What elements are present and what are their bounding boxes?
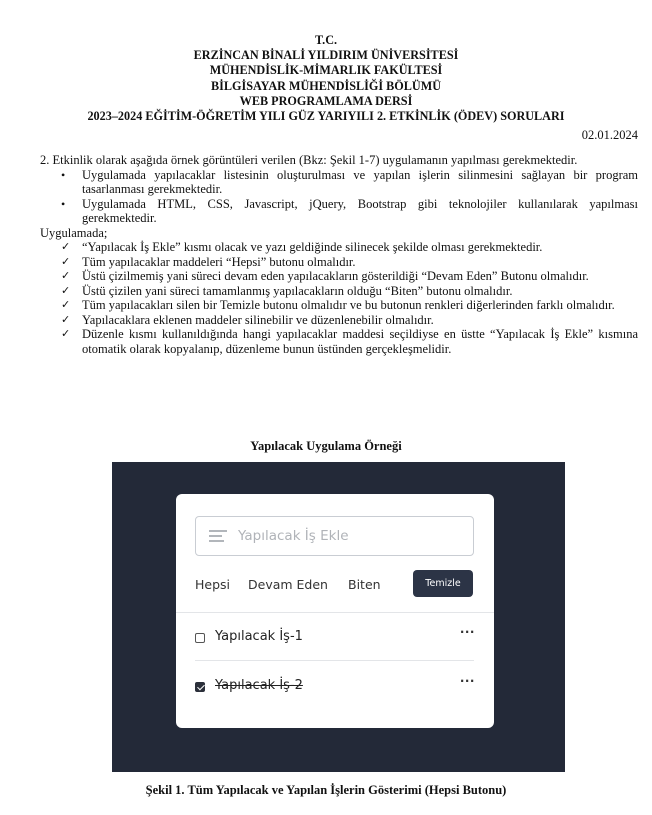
document-header (0, 33, 652, 124)
check-icon: ✓ (61, 298, 71, 311)
task-item (195, 674, 475, 698)
app-screenshot (112, 462, 565, 772)
clear-all-button[interactable]: Temizle (413, 570, 473, 597)
check-icon: ✓ (61, 254, 71, 268)
document-date: 02.01.2024 (581, 128, 638, 142)
subheading: Uygulamada; (40, 225, 108, 240)
filter-pending-button[interactable]: Devam Eden (248, 577, 328, 592)
bullet-item: • Uygulamada HTML, CSS, Javascript, jQuery, Bootstrap gibi teknolojiler kullanılarak yapılması gerekmektedir. (61, 197, 638, 226)
filter-all-button[interactable]: Hepsi (195, 577, 231, 592)
checklist-item (61, 327, 638, 356)
section-divider (176, 612, 494, 613)
checklist-item (61, 313, 638, 328)
checklist (61, 240, 638, 356)
filter-completed-button[interactable]: Biten (348, 577, 381, 592)
header-line-faculty: MÜHENDİSLİK-MİMARLIK FAKÜLTESİ (209, 63, 443, 78)
checklist-text: Düzenle kısmı kullanıldığında hangi yapılacaklar maddesi seçildiyse en üstte “Yapılacak İş Ekle” kısmına otomatik olarak kopyalanıp, düzenleme bunun üstünden gerçekleşmelidir. (82, 327, 638, 356)
checklist-text: Üstü çizilmemiş yani süreci devam eden yapılacakların gösterildiği “Devam Eden” Butonu olmalıdır. (82, 269, 589, 283)
task-label: Yapılacak İş-1 (215, 629, 303, 644)
check-icon: ✓ (61, 327, 71, 340)
checklist-item (61, 269, 638, 284)
header-line-course: WEB PROGRAMLAMA DERSİ (239, 93, 413, 108)
checklist-item (61, 284, 638, 299)
document-body (40, 153, 638, 356)
checklist-text: Tüm yapılacaklar maddeleri “Hepsi” butonu olmalıdır. (82, 254, 356, 269)
checklist-text: “Yapılacak İş Ekle” kısmı olacak ve yazı geldiğinde silinecek şekilde olması gerekmektedir. (82, 240, 543, 254)
header-line-tc: T.C. (314, 33, 338, 47)
checklist-item (61, 255, 638, 270)
check-icon: ✓ (61, 283, 71, 297)
check-icon: ✓ (61, 269, 71, 282)
task-divider (195, 660, 474, 661)
checklist-text: Yapılacaklara eklenen maddeler silinebilir ve düzenlenebilir olmalıdır. (82, 312, 434, 327)
task-checkbox-checked[interactable] (195, 682, 205, 692)
bullet-item: • Uygulamada yapılacaklar listesinin oluşturulması ve yapılan işlerin silinmesini sağlayan bir program tasarlanması gerekmektedir. (61, 168, 638, 197)
task-label: Yapılacak İş-2 (215, 678, 303, 693)
intro-paragraph: 2. Etkinlik olarak aşağıda örnek görüntüleri verilen (Bkz: Şekil 1-7) uygulamanın yapılması gerekmektedir. (40, 153, 578, 167)
check-icon: ✓ (61, 240, 71, 253)
header-line-department: BİLGİSAYAR MÜHENDİSLİĞİ BÖLÜMÜ (210, 78, 442, 93)
add-task-input[interactable] (195, 516, 474, 556)
checklist-text: Üstü çizilen yani süreci tamamlanmış yapılacakların olduğu “Biten” butonu olmalıdır. (82, 283, 513, 298)
checklist-item (61, 298, 638, 313)
task-menu-icon[interactable]: ··· (459, 625, 475, 639)
checklist-text: Tüm yapılacakları silen bir Temizle butonu olmalıdır ve bu butonun renkleri diğerlerinden farklı olmalıdır. (82, 298, 615, 312)
task-checkbox[interactable] (195, 633, 205, 643)
bullet-list (61, 168, 638, 226)
todo-card (176, 494, 494, 728)
figure-caption: Şekil 1. Tüm Yapılacak ve Yapılan İşlerin Gösterimi (Hepsi Butonu) (145, 783, 507, 797)
add-task-placeholder: Yapılacak İş Ekle (238, 528, 349, 544)
task-menu-icon[interactable]: ··· (459, 674, 475, 688)
checklist-item (61, 240, 638, 255)
check-icon: ✓ (61, 312, 71, 326)
task-item (195, 625, 475, 649)
figure-title: Yapılacak Uygulama Örneği (250, 439, 402, 453)
header-line-term: 2023–2024 EĞİTİM-ÖĞRETİM YILI GÜZ YARIYILI 2. ETKİNLİK (ÖDEV) SORULARI (87, 109, 565, 124)
menu-lines-icon (209, 530, 227, 542)
header-line-university: ERZİNCAN BİNALİ YILDIRIM ÜNİVERSİTESİ (193, 48, 459, 63)
